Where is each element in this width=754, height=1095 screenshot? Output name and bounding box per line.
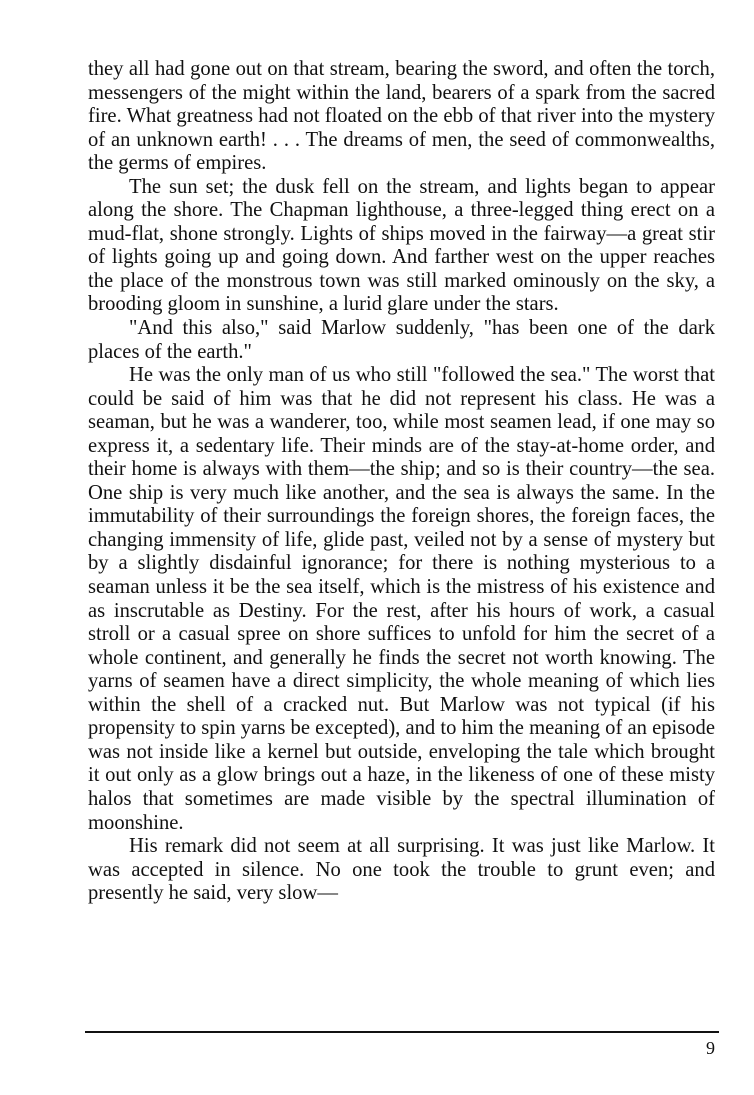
page-text: [88, 58, 715, 906]
paragraph-5: His remark did not seem at all surprising. It was just like Marlow. It was accepted in silence. No one took the trouble to grunt even; and presently he said, very slow—: [88, 835, 715, 905]
page-number: 9: [706, 1038, 715, 1058]
paragraph-1: they all had gone out on that stream, bearing the sword, and often the torch, messengers of the might within the land, bearers of a spark from the sacred fire. What greatness had not floated on the ebb of that river into the mystery of an unknown earth! . . . The dreams of men, the seed of commonwealths, the germs of empires.: [88, 58, 715, 175]
paragraph-2: The sun set; the dusk fell on the stream, and lights began to appear along the shore. The Chapman lighthouse, a three-legged thing erect on a mud-flat, shone strongly. Lights of ships moved in the fairway—a great stir of lights going up and going down. And farther west on the upper reaches the place of the monstrous town was still marked ominously on the sky, a brooding gloom in sunshine, a lurid glare under the stars.: [88, 175, 715, 316]
footer-rule: [85, 1031, 719, 1033]
paragraph-4: He was the only man of us who still "followed the sea." The worst that could be said of him was that he did not represent his class. He was a seaman, but he was a wanderer, too, while most seamen lead, if one may so express it, a sedentary life. Their minds are of the stay-at-home order, and their home is always with them—the ship; and so is their country—the sea. One ship is very much like another, and the sea is always the same. In the immutability of their surroundings the foreign shores, the foreign faces, the changing immensity of life, glide past, veiled not by a sense of mystery but by a slightly disdainful ignorance; for there is nothing mysterious to a seaman unless it be the sea itself, which is the mistress of his existence and as inscrutable as Destiny. For the rest, after his hours of work, a casual stroll or a casual spree on shore suffices to unfold for him the secret of a whole continent, and generally he finds the secret not worth knowing. The yarns of seamen have a direct simplicity, the whole meaning of which lies within the shell of a cracked nut. But Marlow was not typical (if his propensity to spin yarns be excepted), and to him the meaning of an episode was not inside like a kernel but outside, enveloping the tale which brought it out only as a glow brings out a haze, in the likeness of one of these misty halos that sometimes are made visible by the spectral illumination of moonshine.: [88, 364, 715, 834]
paragraph-3: "And this also," said Marlow suddenly, "has been one of the dark places of the earth.": [88, 317, 715, 363]
